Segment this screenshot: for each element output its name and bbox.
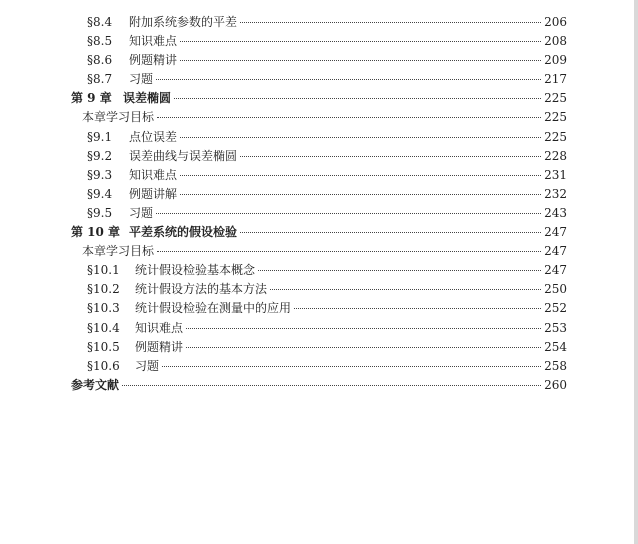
dot-leader — [186, 328, 541, 329]
toc-entry-title: 知识难点 — [129, 34, 178, 49]
toc-entry-page-number: 250 — [544, 282, 567, 297]
dot-leader — [156, 79, 541, 80]
toc-entry-title: 误差曲线与误差椭圆 — [129, 148, 238, 163]
toc-section-entry[interactable] — [71, 261, 567, 280]
page-edge — [634, 0, 638, 544]
toc-entry-page-number: 253 — [544, 320, 567, 335]
toc-intro-entry[interactable] — [71, 242, 567, 261]
dot-leader — [157, 117, 541, 118]
toc-entry-title: 本章学习目标 — [82, 244, 155, 259]
toc-section-entry[interactable] — [71, 319, 567, 338]
dot-leader — [180, 41, 541, 42]
toc-entry-page-number: 243 — [544, 205, 567, 220]
toc-entry-label — [87, 13, 237, 32]
toc-entry-label — [87, 338, 183, 357]
toc-entry-title: 统计假设检验在测量中的应用 — [135, 301, 292, 316]
dot-leader — [240, 232, 541, 233]
toc-entry-label — [71, 376, 119, 395]
toc-section-entry[interactable] — [71, 204, 567, 223]
dot-leader — [180, 175, 541, 176]
toc-entry-page-number: 252 — [544, 301, 567, 316]
toc-entry-label — [87, 319, 183, 338]
toc-entry-label — [87, 357, 159, 376]
toc-section-entry[interactable] — [71, 338, 567, 357]
toc-entry-title: 误差椭圆 — [123, 91, 172, 106]
toc-entry-number: §8.7 — [87, 72, 113, 87]
toc-entry-title: 习题 — [135, 358, 160, 373]
toc-entry-number: §9.1 — [87, 129, 113, 144]
toc-entry-page-number: 225 — [544, 91, 567, 106]
toc-entry-title: 知识难点 — [135, 320, 184, 335]
toc-chapter-entry[interactable] — [71, 376, 567, 395]
toc-entry-page-number: 247 — [544, 244, 567, 259]
toc-entry-number: §8.5 — [87, 34, 113, 49]
toc-entry-page-number: 232 — [544, 186, 567, 201]
toc-entry-page-number: 231 — [544, 167, 567, 182]
toc-entry-label — [82, 242, 154, 261]
toc-entry-title: 本章学习目标 — [82, 110, 155, 125]
toc-entry-title: 点位误差 — [129, 129, 178, 144]
dot-leader — [162, 366, 541, 367]
toc-entry-title: 平差系统的假设检验 — [129, 225, 238, 240]
dot-leader — [258, 270, 541, 271]
toc-entry-number: 第 9 章 — [71, 91, 112, 106]
toc-entry-page-number: 247 — [544, 263, 567, 278]
toc-entry-page-number: 206 — [544, 15, 567, 29]
toc-section-entry[interactable] — [71, 51, 567, 70]
dot-leader — [122, 385, 541, 386]
toc-entry-label — [71, 89, 171, 108]
dot-leader — [270, 289, 541, 290]
toc-entry-number: §9.5 — [87, 205, 113, 220]
toc-entry-title: 例题精讲 — [135, 339, 184, 354]
toc-entry-label — [87, 299, 291, 318]
toc-section-entry[interactable] — [71, 32, 567, 51]
toc-entry-label — [87, 51, 177, 70]
toc-entry-title: 习题 — [129, 205, 154, 220]
dot-leader — [240, 156, 541, 157]
toc-entry-page-number: 217 — [544, 72, 567, 87]
toc-section-entry[interactable] — [71, 357, 567, 376]
table-of-contents — [71, 13, 567, 395]
toc-entry-page-number: 260 — [544, 377, 567, 392]
toc-entry-label — [82, 108, 154, 127]
toc-entry-title: 参考文献 — [71, 377, 120, 392]
toc-entry-title: 例题讲解 — [129, 186, 178, 201]
toc-intro-entry[interactable] — [71, 108, 567, 127]
toc-entry-label — [87, 185, 177, 204]
toc-entry-number: §8.4 — [87, 15, 113, 29]
toc-entry-title: 知识难点 — [129, 167, 178, 182]
toc-entry-label — [87, 166, 177, 185]
toc-entry-label — [87, 204, 153, 223]
toc-entry-label — [87, 147, 237, 166]
toc-section-entry[interactable] — [71, 185, 567, 204]
toc-entry-number: 第 10 章 — [71, 225, 121, 240]
toc-entry-page-number: 225 — [544, 110, 567, 125]
toc-entry-number: §9.3 — [87, 167, 113, 182]
toc-entry-number: §10.6 — [87, 358, 120, 373]
toc-entry-label — [71, 223, 237, 242]
toc-section-entry[interactable] — [71, 128, 567, 147]
dot-leader — [240, 22, 541, 23]
toc-section-entry[interactable] — [71, 299, 567, 318]
toc-entry-title: 习题 — [129, 72, 154, 87]
toc-section-entry[interactable] — [71, 280, 567, 299]
toc-entry-page-number: 209 — [544, 53, 567, 68]
toc-entry-label — [87, 128, 177, 147]
dot-leader — [180, 194, 541, 195]
toc-entry-page-number: 258 — [544, 358, 567, 373]
dot-leader — [294, 308, 541, 309]
toc-entry-page-number: 208 — [544, 34, 567, 49]
dot-leader — [180, 60, 541, 61]
toc-entry-title: 统计假设方法的基本方法 — [135, 282, 268, 297]
toc-section-entry[interactable] — [71, 147, 567, 166]
toc-entry-page-number: 254 — [544, 339, 567, 354]
toc-entry-title: 统计假设检验基本概念 — [135, 263, 256, 278]
toc-entry-number: §9.2 — [87, 148, 113, 163]
toc-chapter-entry[interactable] — [71, 89, 567, 108]
toc-entry-page-number: 247 — [544, 225, 567, 240]
dot-leader — [174, 98, 541, 99]
toc-section-entry[interactable] — [71, 13, 567, 32]
toc-entry-label — [87, 280, 267, 299]
dot-leader — [180, 137, 541, 138]
toc-entry-number: §10.2 — [87, 282, 120, 297]
toc-entry-title: 附加系统参数的平差 — [129, 15, 238, 29]
toc-entry-label — [87, 32, 177, 51]
toc-entry-label — [87, 70, 153, 89]
toc-section-entry[interactable] — [71, 70, 567, 89]
toc-entry-number: §10.1 — [87, 263, 120, 278]
toc-entry-page-number: 225 — [544, 129, 567, 144]
toc-section-entry[interactable] — [71, 166, 567, 185]
toc-entry-number: §10.3 — [87, 301, 120, 316]
toc-entry-number: §9.4 — [87, 186, 113, 201]
toc-entry-number: §8.6 — [87, 53, 113, 68]
toc-entry-title: 例题精讲 — [129, 53, 178, 68]
dot-leader — [157, 251, 541, 252]
dot-leader — [156, 213, 541, 214]
dot-leader — [186, 347, 541, 348]
toc-entry-label — [87, 261, 255, 280]
toc-chapter-entry[interactable] — [71, 223, 567, 242]
toc-entry-number: §10.4 — [87, 320, 120, 335]
toc-entry-number: §10.5 — [87, 339, 120, 354]
toc-entry-page-number: 228 — [544, 148, 567, 163]
